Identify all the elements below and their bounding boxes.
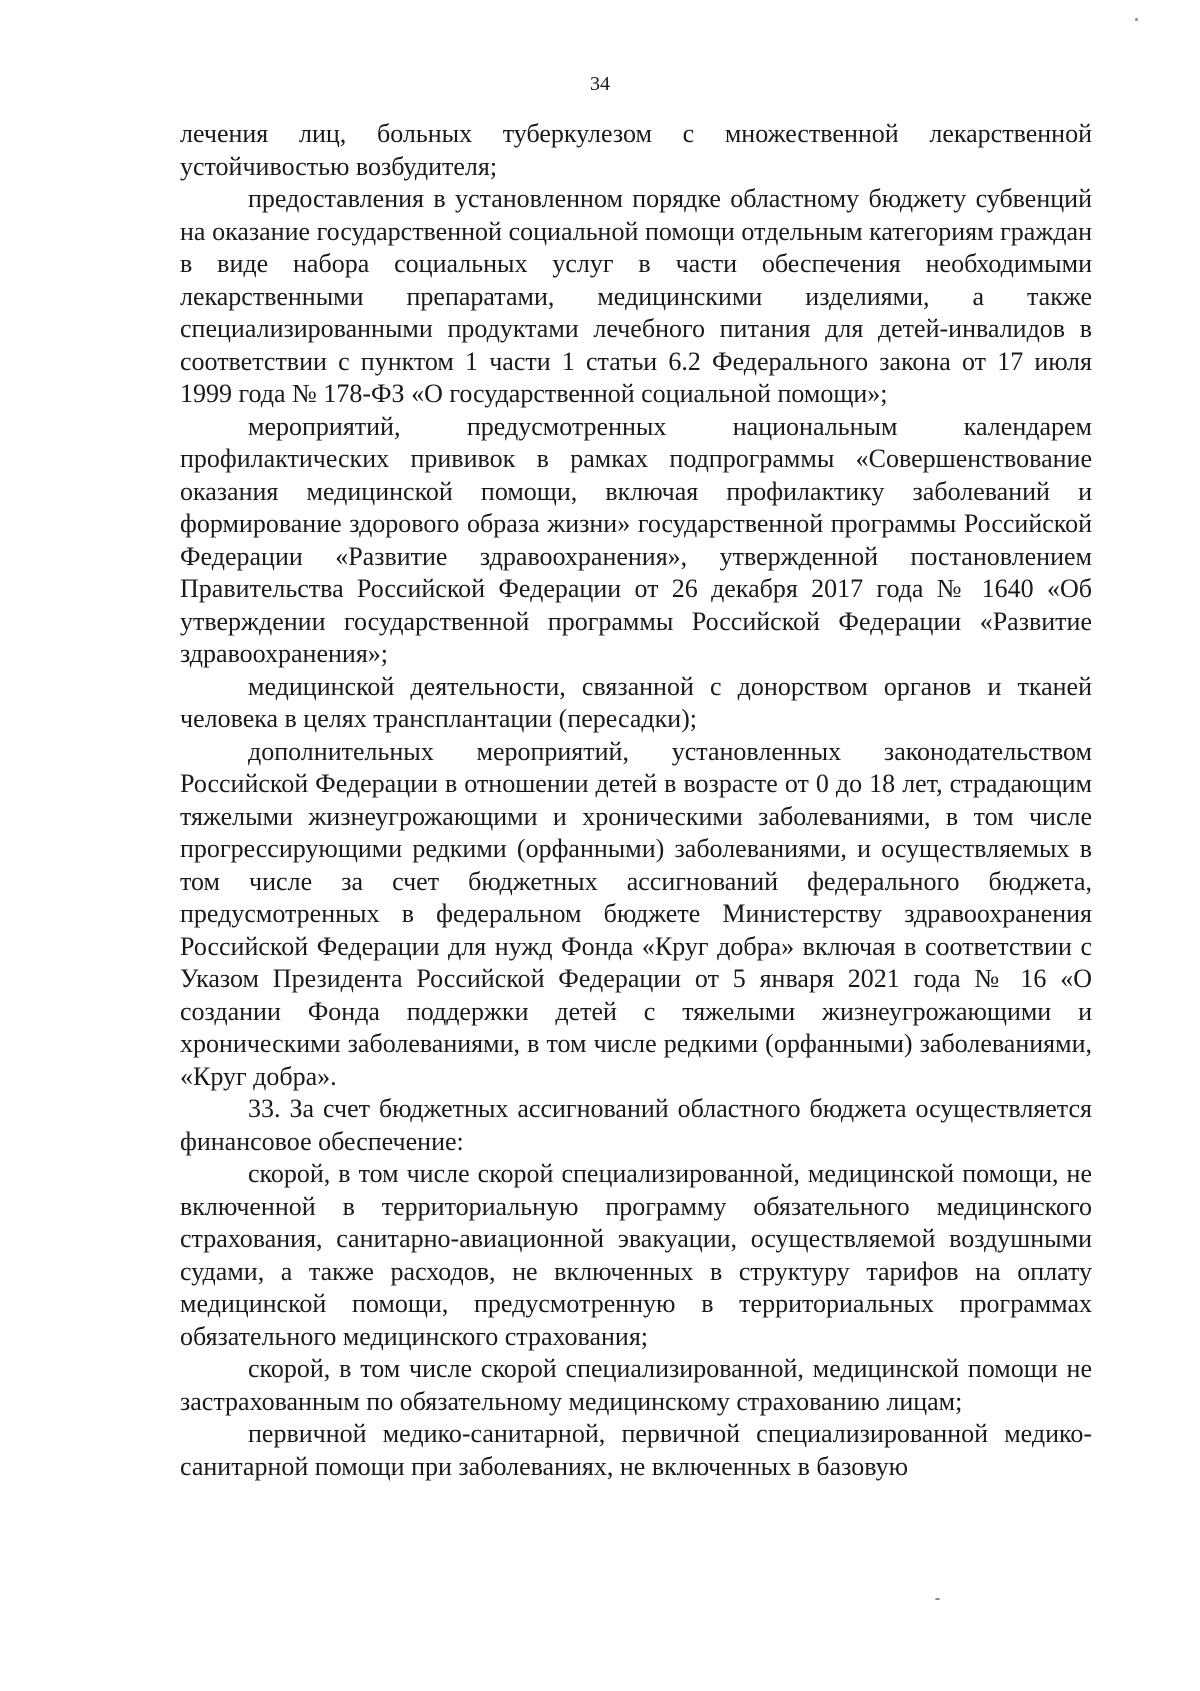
paragraph-primary-care: первичной медико-санитарной, первичной специализированной медико-санитарной помощи при заболеваниях, не включенных в базовую [180,1419,1092,1481]
scan-speck [935,1598,940,1600]
document-body [180,118,1092,1483]
scan-speck [1135,18,1138,21]
paragraph-subventions: предоставления в установленном порядке областному бюджету субвенций на оказание государственной социальной помощи отдельным категориям граждан в виде набора социальных услуг в части обеспечения необходимыми лекарственными препаратами, медицинскими изделиями, а также специализированными продуктами лечебного питания для детей-инвалидов в соответствии с пунктом 1 части 1 статьи 6.2 Федерального закона от 17 июля 1999 года № 178-ФЗ «О государственной социальной помощи»; [180,184,1092,408]
paragraph-uninsured-emergency: скорой, в том числе скорой специализированной, медицинской помощи не застрахованным по обязательному медицинскому страхованию лицам; [180,1354,1092,1416]
paragraph-continuation: лечения лиц, больных туберкулезом с множественной лекарственной устойчивостью возбудителя; [180,119,1092,181]
paragraph-children-fund: дополнительных мероприятий, установленных законодательством Российской Федерации в отношении детей в возрасте от 0 до 18 лет, страдающим тяжелыми жизнеугрожающими и хроническими заболеваниями, в том числе прогрессирующими редкими (орфанными) заболеваниями, и осуществляемых в том числе за счет бюджетных ассигнований федерального бюджета, предусмотренных в федеральном бюджете Министерству здравоохранения Российской Федерации для нужд Фонда «Круг добра» включая в соответствии с Указом Президента Российской Федерации от 5 января 2021 года № 16 «О создании Фонда поддержки детей с тяжелыми жизнеугрожающими и хроническими заболеваниями, в том числе редкими (орфанными) заболеваниями, «Круг добра». [180,736,1092,1091]
paragraph-vaccination-calendar: мероприятий, предусмотренных национальным календарем профилактических прививок в рамках подпрограммы «Совершенствование оказания медицинской помощи, включая профилактику заболеваний и формирование здорового образа жизни» государственной программы Российской Федерации «Развитие здравоохранения», утвержденной постановлением Правительства Российской Федерации от 26 декабря 2017 года № 1640 «Об утверждении государственной программы Российской Федерации «Развитие здравоохранения»; [180,411,1092,668]
paragraph-item-33: 33. За счет бюджетных ассигнований областного бюджета осуществляется финансовое обеспечение: [180,1094,1092,1156]
paragraph-organ-donation: медицинской деятельности, связанной с донорством органов и тканей человека в целях трансплантации (пересадки); [180,671,1092,733]
page-number: 34 [590,73,610,95]
paragraph-emergency-care: скорой, в том числе скорой специализированной, медицинской помощи, не включенной в территориальную программу обязательного медицинского страхования, санитарно-авиационной эвакуации, осуществляемой воздушными судами, а также расходов, не включенных в структуру тарифов на оплату медицинской помощи, предусмотренную в территориальных программах обязательного медицинского страхования; [180,1159,1092,1351]
